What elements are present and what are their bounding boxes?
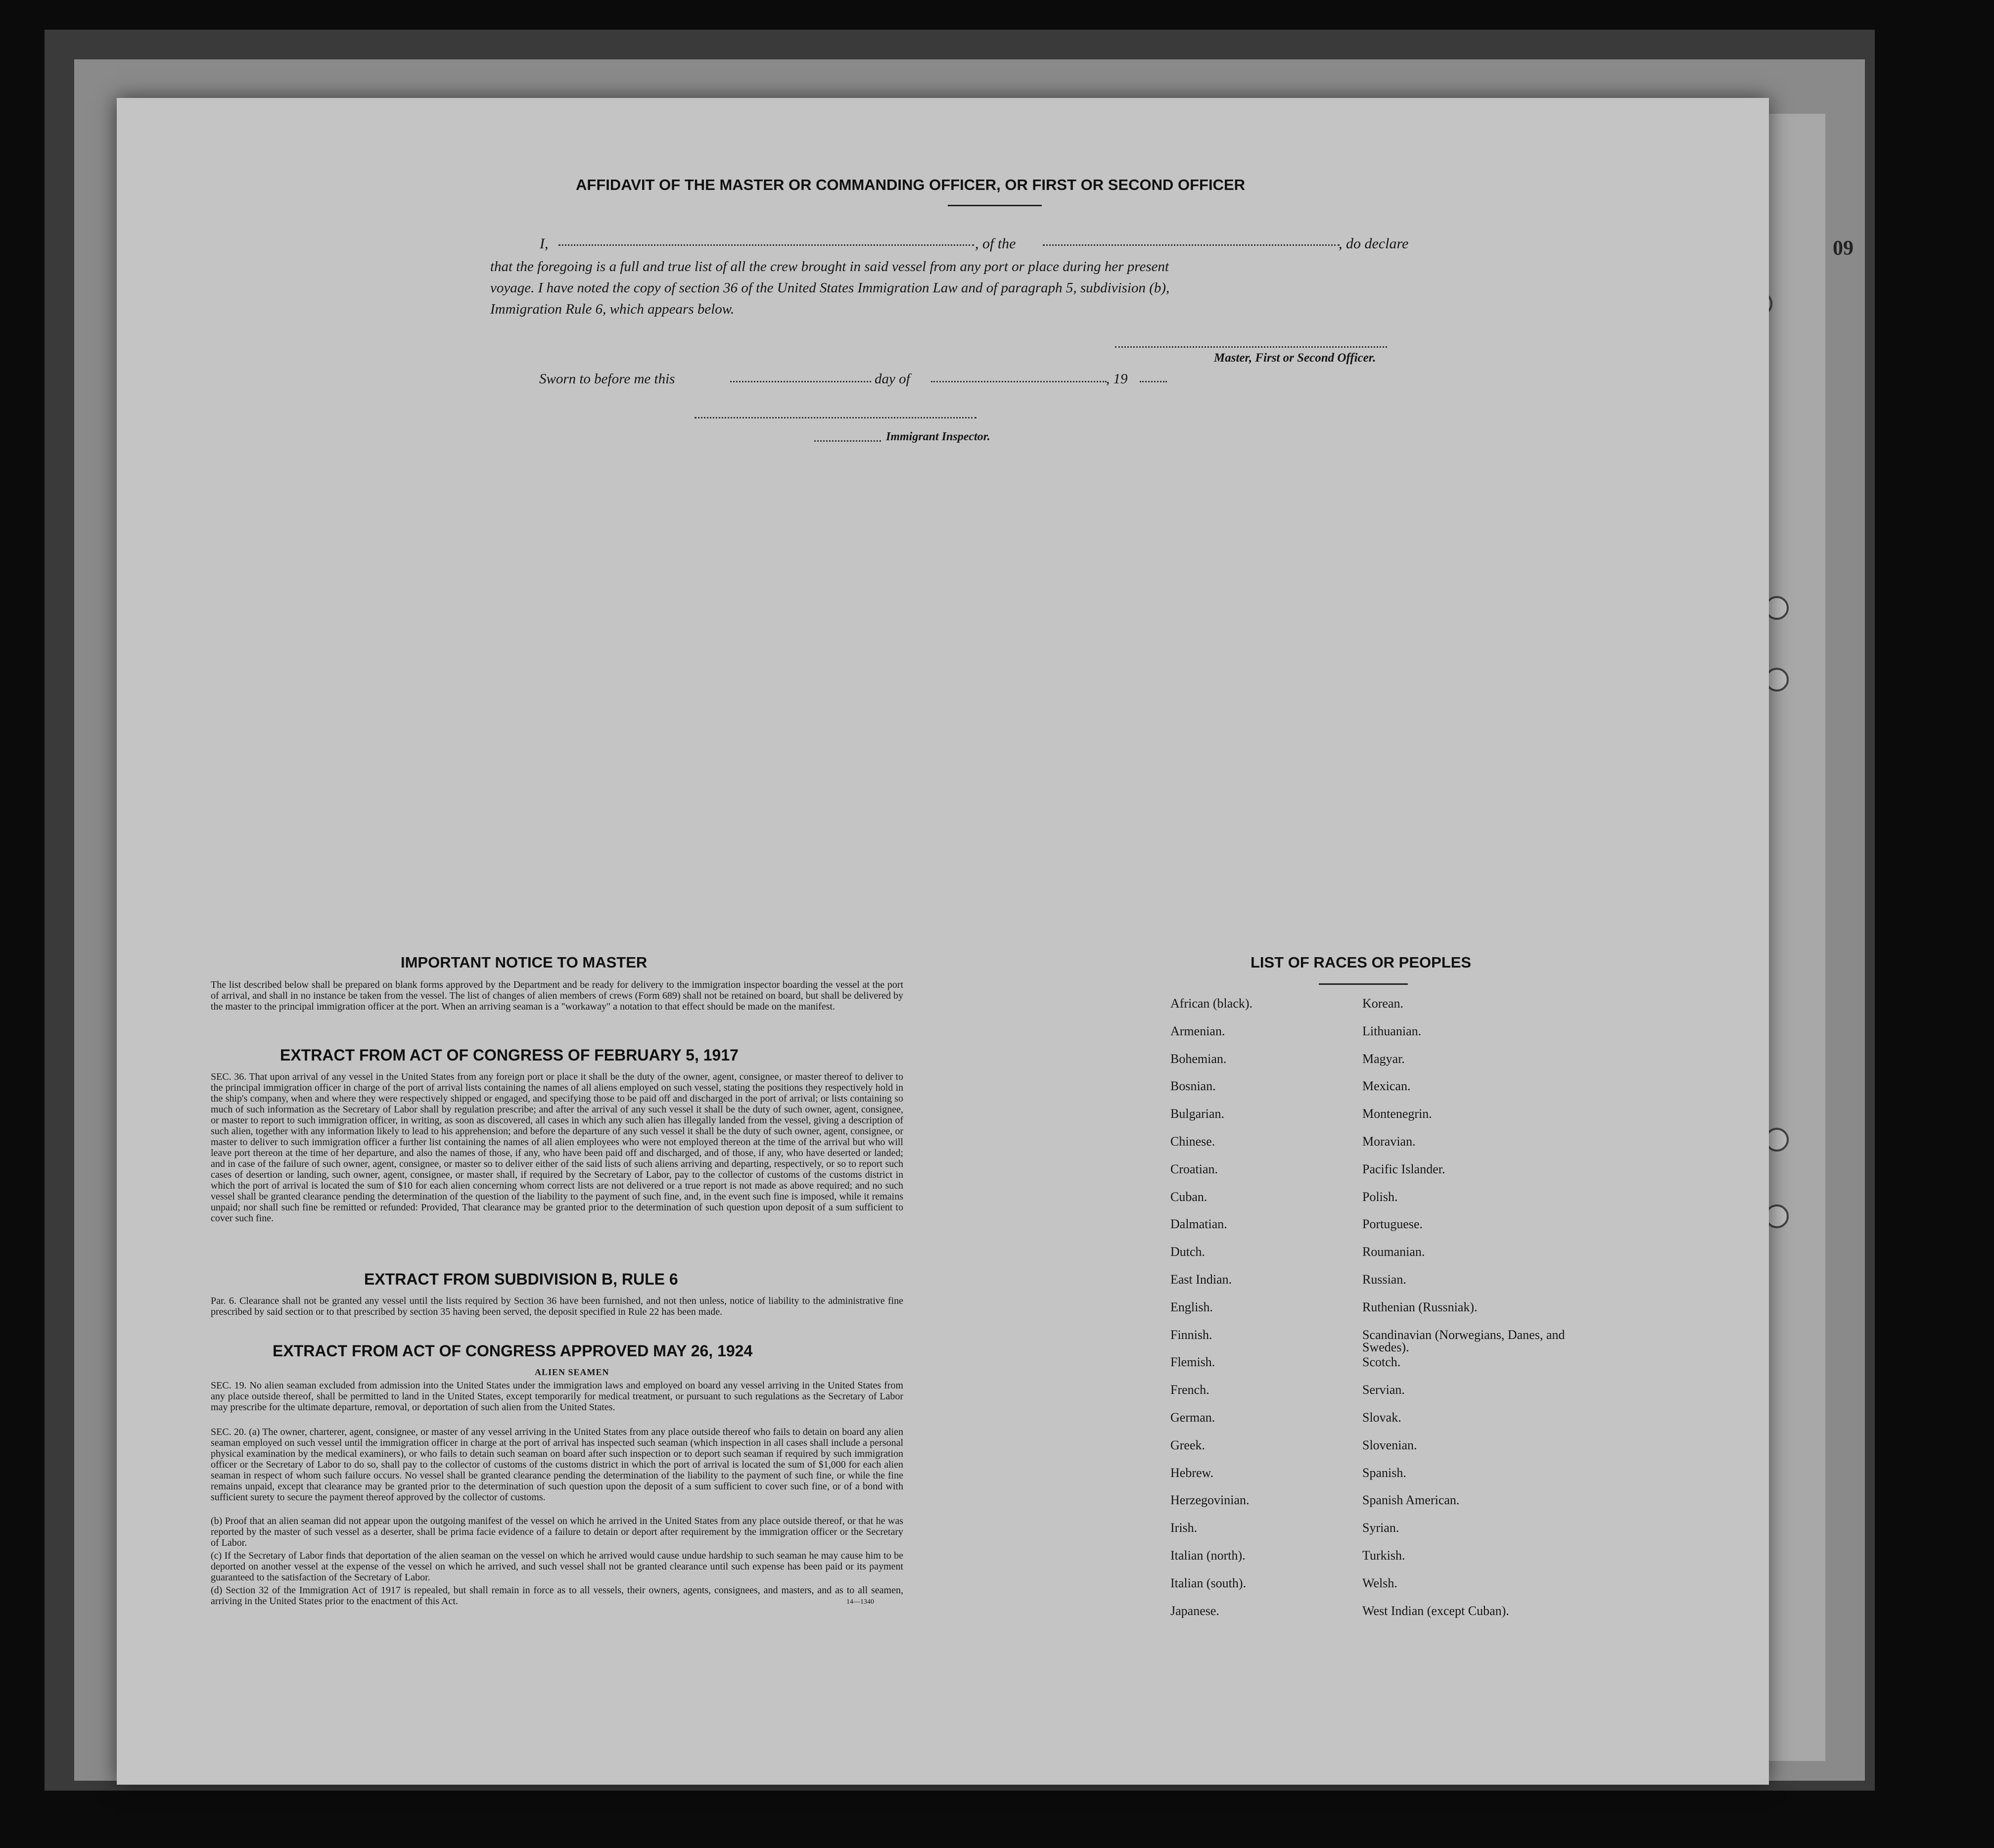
title-underline bbox=[948, 205, 1042, 206]
race-item: African (black). bbox=[1170, 996, 1253, 1011]
race-item: Syrian. bbox=[1362, 1521, 1399, 1535]
race-item: Cuban. bbox=[1170, 1189, 1207, 1204]
race-item: Finnish. bbox=[1170, 1327, 1212, 1342]
affidavit-line1-of: , of the bbox=[975, 235, 1016, 252]
inspector-signature-line bbox=[695, 417, 976, 418]
race-item: Bohemian. bbox=[1170, 1051, 1227, 1066]
extract-1924-subtitle: ALIEN SEAMEN bbox=[535, 1367, 609, 1377]
background-page-number: 09 bbox=[1833, 237, 1854, 260]
day-blank bbox=[730, 381, 871, 382]
race-item: Hebrew. bbox=[1170, 1465, 1214, 1480]
race-item: Portuguese. bbox=[1362, 1217, 1423, 1232]
year-blank bbox=[1140, 381, 1167, 382]
extract-1924-title: EXTRACT FROM ACT OF CONGRESS APPROVED MAY 26, 1924 bbox=[273, 1342, 753, 1360]
inspector-short-line bbox=[814, 440, 881, 442]
sec-19: SEC. 19. No alien seaman excluded from admission into the United States under the immigration laws and employed on board any vessel arriving in the United States from any place outside thereof, shall be permitted to land in the United States, except temporarily for medical treatment, or pursuant to such regulations as the Secretary of Labor may prescribe for the ultimate departure, removal, or deportation of such alien from the United States. bbox=[211, 1380, 903, 1413]
race-item: East Indian. bbox=[1170, 1272, 1232, 1287]
affidavit-line2: that the foregoing is a full and true list of all the crew brought in said vessel from any port or place during her present bbox=[490, 259, 1169, 275]
sec-20d: (d) Section 32 of the Immigration Act of 1917 is repealed, but shall remain in force as to all vessels, their owners, agents, consignees, and masters, and as to all seamen, arriving in the United States prior to the enactment of this Act. bbox=[211, 1585, 903, 1607]
race-item: Bulgarian. bbox=[1170, 1107, 1225, 1121]
race-item: Servian. bbox=[1362, 1383, 1405, 1397]
day-of-text: day of bbox=[875, 371, 910, 387]
race-item: Moravian. bbox=[1362, 1134, 1416, 1149]
races-title-underline bbox=[1319, 983, 1408, 985]
race-item: Turkish. bbox=[1362, 1548, 1405, 1563]
extract-1917-title: EXTRACT FROM ACT OF CONGRESS OF FEBRUARY 5, 1917 bbox=[280, 1046, 739, 1064]
race-item: German. bbox=[1170, 1410, 1215, 1425]
race-item: Lithuanian. bbox=[1362, 1023, 1422, 1038]
race-item: Spanish. bbox=[1362, 1465, 1406, 1480]
year-text: , 19 bbox=[1106, 371, 1128, 387]
extract-1917-body: SEC. 36. That upon arrival of any vessel in the United States from any foreign port or place it shall be the duty of the owner, agent, consignee, or master thereof to deliver to the principal immigration officer in charge of the port of arrival lists containing the names of all aliens employed on such vessel, stating the positions they respectively hold in the ship's company, when and where they were respectively shipped or engaged, and specifying those to be paid off and discharged in the port of arrival; or lists containing so much of such information as the Secretary of Labor shall by regulation prescribe; and after the arrival of any such vessel it shall be the duty of such owner, agent, consignee, or master to report to such immigration officer, in writing, as soon as discovered, all cases in which any such alien has illegally landed from the vessel, giving a description of such alien, together with any information likely to lead to his apprehension; and before the departure of any such vessel it shall be the duty of such owner, agent, consignee, or master to deliver to such immigration officer a further list containing the names of all alien employees who were not employed thereon at the time of the arrival but who will leave port thereon at the time of her departure, and also the names of those, if any, who have been paid off and discharged, and of those, if any, who have deserted or landed; and in case of the failure of such owner, agent, consignee, or master so to deliver either of the said lists of such aliens arriving and departing, respectively, or so to report such cases of desertion or landing, such owner, agent, consignee, or master shall, if required by the Secretary of Labor, pay to the collector of customs of the customs district in which the port of arrival is located the sum of $10 for each alien concerning whom correct lists are not delivered or a true report is not made as above required; and no such vessel shall be granted clearance pending the determination of the question of the liability to the payment of such fine, and, in the event such fine is imposed, while it remains unpaid; nor shall such fine be remitted or refunded: Provided, That clearance may be granted prior to the determination of such question upon deposit of a sum sufficient to cover such fine. bbox=[211, 1071, 903, 1224]
rule6-body: Par. 6. Clearance shall not be granted any vessel until the lists required by Section 36 have been furnished, and not then unless, notice of liability to the administrative fine prescribed by said section or to that prescribed by section 35 having been served, the deposit specified in Rule 22 has been made. bbox=[211, 1295, 903, 1317]
race-item: Herzegovinian. bbox=[1170, 1493, 1250, 1508]
race-item: Greek. bbox=[1170, 1437, 1206, 1452]
race-item: English. bbox=[1170, 1299, 1213, 1314]
affidavit-line3: voyage. I have noted the copy of section 36 of the United States Immigration Law and of paragraph 5, subdivision (b), bbox=[490, 280, 1170, 296]
race-item: Scotch. bbox=[1362, 1355, 1401, 1370]
race-item: Mexican. bbox=[1362, 1079, 1411, 1094]
race-item: Spanish American. bbox=[1362, 1493, 1460, 1508]
race-item: Dutch. bbox=[1170, 1245, 1206, 1259]
race-item: Dalmatian. bbox=[1170, 1217, 1227, 1232]
notice-body: The list described below shall be prepared on blank forms approved by the Department and be ready for delivery to the immigration inspector boarding the vessel at the port of arrival, and shall in no instance be taken from the vessel. The list of changes of alien members of crews (Form 689) shall not be retained on board, but shall be delivered by the master to the principal immigration officer at the port. When an arriving seaman is a "workaway" a notation to that effect should be made on the manifest. bbox=[211, 979, 903, 1012]
race-item: Chinese. bbox=[1170, 1134, 1215, 1149]
race-item: Korean. bbox=[1362, 996, 1404, 1011]
sec-20a: SEC. 20. (a) The owner, charterer, agent, consignee, or master of any vessel arriving in the United States from any place outside thereof who fails to detain on board any alien seaman employed on such vessel until the immigration officer in charge at the port of arrival has inspected such seaman (which inspection in all cases shall include a personal physical examination by the medical examiners), or who fails to detain such seaman on board after such inspection or to deport such seaman if required by such immigration officer or the Secretary of Labor to do so, shall pay to the collector of customs of the customs district in which the port of arrival is located the sum of $1,000 for each alien seaman in respect of whom such failure occurs. No vessel shall be granted clearance pending the determination of the liability to the payment of such fine, or while the fine remains unpaid, except that clearance may be granted prior to the determination of such question upon the deposit of a sum sufficient to cover such fine, or of a bond with sufficient surety to secure the payment thereof approved by the collector of customs. bbox=[211, 1427, 903, 1503]
sec-20b: (b) Proof that an alien seaman did not appear upon the outgoing manifest of the vessel on which he arrived in the United States from any place outside thereof, or that he was reported by the master of such vessel as a deserter, shall be prima facie evidence of a failure to detain or deport after requirement by the immigration officer or the Secretary of Labor. bbox=[211, 1516, 903, 1548]
affidavit-line4: Immigration Rule 6, which appears below. bbox=[490, 301, 735, 317]
race-item: Scandinavian (Norwegians, Danes, and Swedes). bbox=[1362, 1327, 1565, 1354]
document-sheet bbox=[117, 98, 1769, 1785]
race-item: Pacific Islander. bbox=[1362, 1161, 1445, 1176]
sec-20c: (c) If the Secretary of Labor finds that deportation of the alien seaman on the vessel on which he arrived would cause undue hardship to such seaman he may cause him to be deported on another vessel at the expense of the vessel on which he arrived, and such vessel shall not be granted clearance until such expense has been paid or its payment guaranteed to the satisfaction of the Secretary of Labor. bbox=[211, 1550, 903, 1583]
master-label: Master, First or Second Officer. bbox=[1214, 351, 1376, 365]
form-number: 14—1340 bbox=[846, 1598, 874, 1606]
month-blank bbox=[931, 381, 1107, 382]
affidavit-line1-i: I, bbox=[540, 235, 549, 252]
race-item: Magyar. bbox=[1362, 1051, 1405, 1066]
race-item: Montenegrin. bbox=[1362, 1107, 1432, 1121]
sworn-text: Sworn to before me this bbox=[539, 371, 675, 387]
race-item: Flemish. bbox=[1170, 1355, 1215, 1370]
race-item: West Indian (except Cuban). bbox=[1362, 1603, 1509, 1618]
race-item: Ruthenian (Russniak). bbox=[1362, 1299, 1478, 1314]
race-item: Russian. bbox=[1362, 1272, 1406, 1287]
affidavit-line1-declare: , do declare bbox=[1339, 235, 1409, 252]
race-item: Slovenian. bbox=[1362, 1437, 1417, 1452]
race-item: Slovak. bbox=[1362, 1410, 1401, 1425]
race-item: Italian (south). bbox=[1170, 1575, 1247, 1590]
race-item: Welsh. bbox=[1362, 1575, 1397, 1590]
race-item: Bosnian. bbox=[1170, 1079, 1216, 1094]
rule6-title: EXTRACT FROM SUBDIVISION B, RULE 6 bbox=[364, 1270, 678, 1288]
race-item: Roumanian. bbox=[1362, 1245, 1425, 1259]
name-blank bbox=[558, 244, 974, 246]
race-item: Italian (north). bbox=[1170, 1548, 1246, 1563]
race-item: Armenian. bbox=[1170, 1023, 1225, 1038]
master-signature-line bbox=[1115, 346, 1387, 348]
affidavit-title: AFFIDAVIT OF THE MASTER OR COMMANDING OFFICER, OR FIRST OR SECOND OFFICER bbox=[576, 176, 1246, 193]
race-item: Irish. bbox=[1170, 1521, 1198, 1535]
race-item: Japanese. bbox=[1170, 1603, 1219, 1618]
race-item: Polish. bbox=[1362, 1189, 1398, 1204]
race-item: Croatian. bbox=[1170, 1161, 1218, 1176]
inspector-label: Immigrant Inspector. bbox=[886, 430, 990, 443]
race-item: French. bbox=[1170, 1383, 1209, 1397]
notice-title: IMPORTANT NOTICE TO MASTER bbox=[401, 954, 648, 971]
races-title: LIST OF RACES OR PEOPLES bbox=[1251, 954, 1472, 971]
vessel-blank bbox=[1043, 244, 1340, 246]
